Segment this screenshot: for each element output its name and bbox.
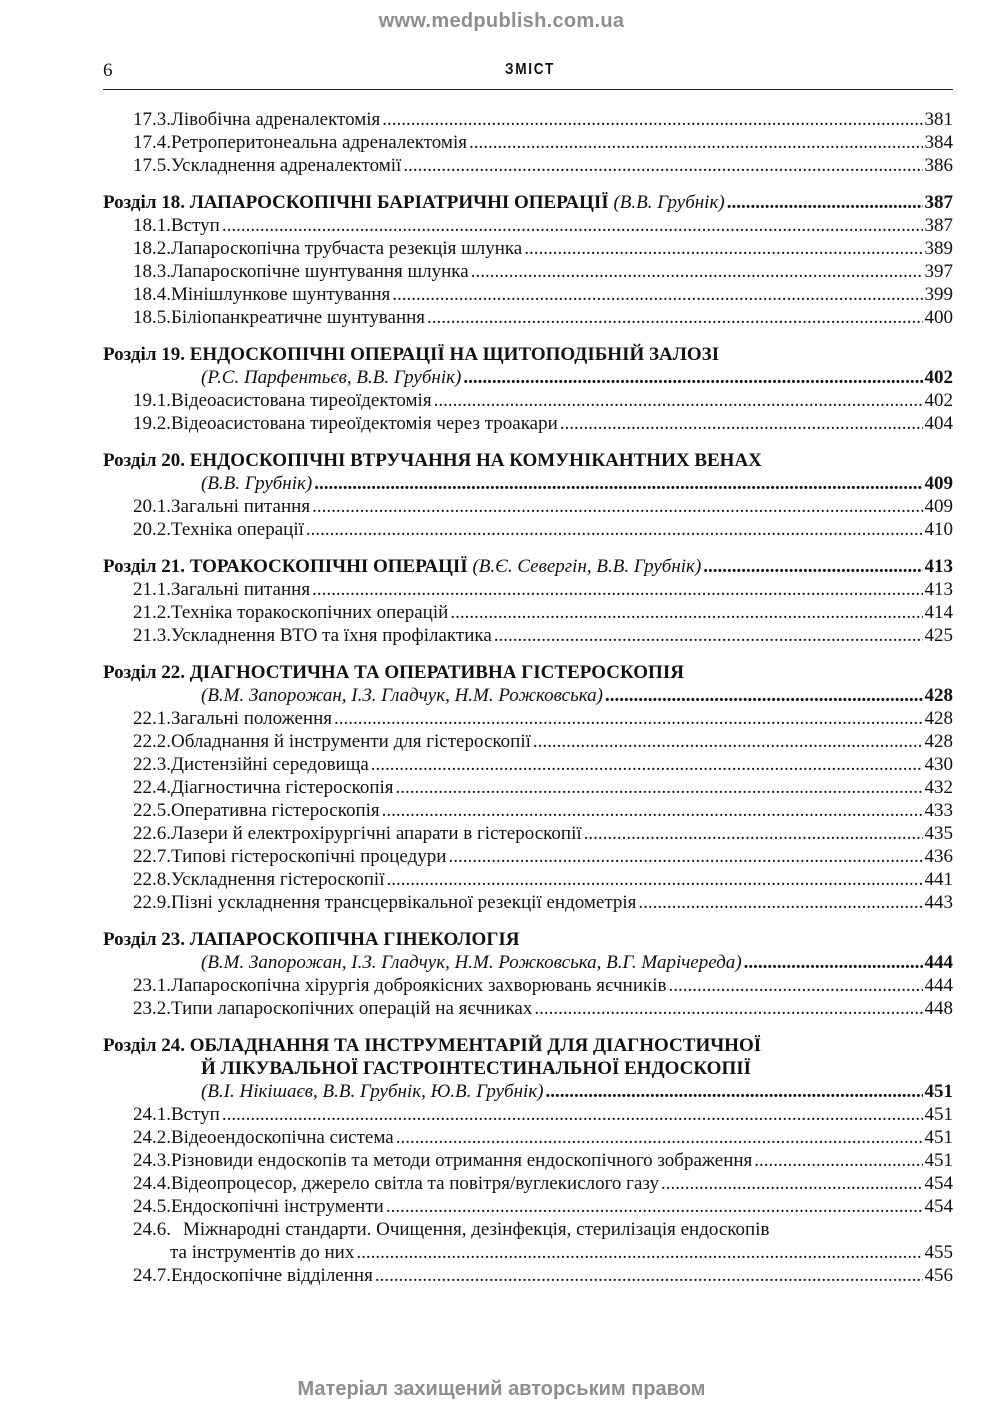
section-label: Розділ 21. xyxy=(103,556,185,577)
section-label: Розділ 24. xyxy=(103,1035,185,1056)
entry-title: Відеоендоскопічна система xyxy=(171,1127,394,1148)
dot-leader xyxy=(375,1264,923,1287)
entry-title: Обладнання й інструменти для гістероскопії xyxy=(171,731,531,752)
entry-title: Типові гістероскопічні процедури xyxy=(171,846,447,867)
toc-entry[interactable] xyxy=(103,1103,953,1126)
entry-title: Міжнародні стандарти. Очищення, дезінфекція, стерилізація ендоскопів xyxy=(183,1219,770,1240)
dot-leader xyxy=(754,1149,922,1172)
section-page: 409 xyxy=(924,473,953,494)
toc-entry[interactable] xyxy=(103,776,953,799)
running-head: ЗМІСТ xyxy=(505,61,555,78)
section-heading-20[interactable] xyxy=(103,449,953,472)
dot-leader xyxy=(396,776,923,799)
entry-title: Діагностична гістероскопія xyxy=(171,777,394,798)
entry-number: 21.3. xyxy=(133,625,171,646)
section-label: Розділ 19. xyxy=(103,344,185,365)
dot-leader xyxy=(392,283,922,306)
entry-number: 22.6. xyxy=(133,823,171,844)
section-title-line2: Й ЛІКУВАЛЬНОЇ ГАСТРОІНТЕСТИНАЛЬНОЇ ЕНДОСКОПІЇ xyxy=(201,1058,752,1079)
entry-title: Ендоскопічне відділення xyxy=(171,1265,373,1286)
section-authors: В.В. Грубнік xyxy=(207,473,306,494)
entry-page: 397 xyxy=(924,261,953,282)
dot-leader xyxy=(356,1241,922,1264)
section-authors: В.М. Запорожан, І.З. Гладчук, Н.М. Рожковська, В.Г. Марічереда xyxy=(207,952,736,973)
toc-entry[interactable] xyxy=(103,753,953,776)
entry-title: Техніка операції xyxy=(171,519,304,540)
toc-entry[interactable] xyxy=(103,868,953,891)
entry-number: 19.2. xyxy=(133,413,171,434)
entry-number: 21.1. xyxy=(133,579,171,600)
entry-page: 389 xyxy=(924,238,953,259)
toc-entry[interactable] xyxy=(103,495,953,518)
dot-leader xyxy=(638,891,922,914)
dot-leader xyxy=(427,306,922,329)
entry-page: 386 xyxy=(924,155,953,176)
dot-leader xyxy=(382,108,922,131)
entry-title: Біліопанкреатичне шунтування xyxy=(171,307,426,328)
entry-number: 18.2. xyxy=(133,238,171,259)
entry-page: 433 xyxy=(924,800,953,821)
entry-title: Різновиди ендоскопів та методи отримання ендоскопічного зображення xyxy=(171,1150,753,1171)
section-label: Розділ 20. xyxy=(103,450,185,471)
entry-title: Ендоскопічні інструменти xyxy=(171,1196,384,1217)
section-heading-22[interactable] xyxy=(103,661,953,684)
entry-title: Дистензійні середовища xyxy=(171,754,369,775)
section-page: 402 xyxy=(924,367,953,388)
toc-entry[interactable] xyxy=(103,154,953,177)
toc-entry[interactable] xyxy=(103,1172,953,1195)
entry-title: Ускладнення гістероскопії xyxy=(171,869,385,890)
entry-number: 24.1. xyxy=(133,1104,171,1125)
entry-number: 24.3. xyxy=(133,1150,171,1171)
dot-leader xyxy=(524,237,922,260)
entry-title: Відеоасистована тиреоїдектомія через троакари xyxy=(171,413,558,434)
dot-leader xyxy=(386,868,922,891)
entry-page: 432 xyxy=(924,777,953,798)
entry-page: 402 xyxy=(924,390,953,411)
entry-title: Лапароскопічна хірургія доброякісних захворювань яєчників xyxy=(171,975,667,996)
section-authors: В.І. Нікішаєв, В.В. Грубнік, Ю.В. Грубнік xyxy=(207,1081,538,1102)
toc-entry[interactable] xyxy=(103,624,953,647)
entry-title-cont: та інструментів до них xyxy=(170,1242,355,1263)
entry-page: 384 xyxy=(924,132,953,153)
section-heading-24[interactable] xyxy=(103,1034,953,1057)
entry-page: 456 xyxy=(924,1265,953,1286)
entry-title: Лапароскопічне шунтування шлунка xyxy=(171,261,469,282)
entry-title: Мінішлункове шунтування xyxy=(171,284,391,305)
dot-leader xyxy=(533,730,923,753)
section-title-cont-24 xyxy=(103,1057,953,1080)
entry-title: Загальні положення xyxy=(171,708,332,729)
toc-entry[interactable] xyxy=(103,578,953,601)
entry-title: Загальні питання xyxy=(171,496,311,517)
entry-page: 441 xyxy=(924,869,953,890)
entry-title: Типи лапароскопічних операцій на яєчниках xyxy=(171,998,533,1019)
copyright-watermark: Матеріал захищений авторським правом xyxy=(297,1378,706,1400)
dot-leader xyxy=(434,389,923,412)
entry-page: 409 xyxy=(924,496,953,517)
dot-leader xyxy=(560,412,923,435)
toc-entry[interactable] xyxy=(103,1195,953,1218)
dot-leader xyxy=(494,624,923,647)
dot-leader xyxy=(727,191,923,214)
section-authors-line-22: (В.М. Запорожан, І.З. Гладчук, Н.М. Рожковська) ..... 428 xyxy=(103,684,953,707)
entry-number: 23.2. xyxy=(133,998,171,1019)
section-heading-19[interactable] xyxy=(103,343,953,366)
entry-title: Оперативна гістероскопія xyxy=(171,800,380,821)
section-title: ЕНДОСКОПІЧНІ ОПЕРАЦІЇ НА ЩИТОПОДІБНІЙ ЗАЛОЗІ xyxy=(189,344,720,365)
entry-number: 24.7. xyxy=(133,1265,171,1286)
entry-title: Пізні ускладнення трансцервікальної резекції ендометрія xyxy=(171,892,637,913)
section-label: Розділ 22. xyxy=(103,662,185,683)
section-title: ТОРАКОСКОПІЧНІ ОПЕРАЦІЇ xyxy=(189,556,468,577)
dot-leader xyxy=(312,578,922,601)
toc-entry[interactable] xyxy=(103,412,953,435)
toc-entry[interactable] xyxy=(103,601,953,624)
dot-leader xyxy=(403,154,922,177)
dot-leader xyxy=(546,1080,923,1103)
dot-leader xyxy=(463,366,922,389)
entry-title: Ускладнення адреналектомії xyxy=(171,155,402,176)
entry-title: Вступ xyxy=(171,215,220,236)
dot-leader xyxy=(386,1195,923,1218)
toc-entry[interactable] xyxy=(103,891,953,914)
page-number: 6 xyxy=(103,60,113,81)
entry-number: 18.3. xyxy=(133,261,171,282)
toc-entry[interactable] xyxy=(103,974,953,997)
entry-title: Лівобічна адреналектомія xyxy=(171,109,381,130)
dot-leader xyxy=(534,997,922,1020)
entry-page: 381 xyxy=(924,109,953,130)
header-rule xyxy=(103,89,953,90)
section-authors: В.Є. Севергін, В.В. Грубнік xyxy=(478,556,695,577)
entry-number: 17.4. xyxy=(133,132,171,153)
entry-number: 22.7. xyxy=(133,846,171,867)
section-heading-23[interactable] xyxy=(103,928,953,951)
entry-page: 400 xyxy=(924,307,953,328)
toc-entry[interactable] xyxy=(103,730,953,753)
entry-title: Техніка торакоскопічних операцій xyxy=(171,602,449,623)
entry-number: 18.4. xyxy=(133,284,171,305)
entry-number: 17.3. xyxy=(133,109,171,130)
toc-entry[interactable] xyxy=(103,799,953,822)
entry-page: 435 xyxy=(924,823,953,844)
toc-entry[interactable] xyxy=(103,283,953,306)
entry-number: 24.2. xyxy=(133,1127,171,1148)
entry-number: 23.1. xyxy=(133,975,171,996)
section-authors-line-19: (Р.С. Парфентьєв, В.В. Грубнік) ..... 402 xyxy=(103,366,953,389)
dot-leader xyxy=(448,845,922,868)
entry-page: 399 xyxy=(924,284,953,305)
dot-leader xyxy=(661,1172,922,1195)
entry-page: 430 xyxy=(924,754,953,775)
section-page: 387 xyxy=(924,192,953,213)
entry-page: 444 xyxy=(924,975,953,996)
entry-number: 22.3. xyxy=(133,754,171,775)
dot-leader xyxy=(371,753,923,776)
toc-entry[interactable] xyxy=(103,237,953,260)
section-title: ЛАПАРОСКОПІЧНА ГІНЕКОЛОГІЯ xyxy=(189,929,520,950)
section-page: 444 xyxy=(924,952,953,973)
toc-entry[interactable] xyxy=(103,997,953,1020)
toc-entry[interactable] xyxy=(103,1126,953,1149)
entry-page: 448 xyxy=(924,998,953,1019)
dot-leader xyxy=(306,518,923,541)
entry-page: 428 xyxy=(924,708,953,729)
section-authors-line-20: (В.В. Грубнік) ..... 409 xyxy=(103,472,953,495)
entry-page: 443 xyxy=(924,892,953,913)
entry-number: 17.5. xyxy=(133,155,171,176)
entry-title: Відеоасистована тиреоїдектомія xyxy=(171,390,432,411)
entry-page: 387 xyxy=(924,215,953,236)
toc-entry[interactable] xyxy=(103,389,953,412)
entry-title: Ускладнення ВТО та їхня профілактика xyxy=(171,625,492,646)
section-title: ЛАПАРОСКОПІЧНІ БАРІАТРИЧНІ ОПЕРАЦІЇ xyxy=(189,192,609,213)
entry-number: 22.8. xyxy=(133,869,171,890)
entry-title: Загальні питання xyxy=(171,579,311,600)
entry-number: 24.5. xyxy=(133,1196,171,1217)
toc-entry[interactable] xyxy=(103,214,953,237)
entry-page: 436 xyxy=(924,846,953,867)
entry-page: 451 xyxy=(924,1150,953,1171)
entry-number: 24.4. xyxy=(133,1173,171,1194)
dot-leader xyxy=(669,974,923,997)
entry-title: Лапароскопічна трубчаста резекція шлунка xyxy=(171,238,523,259)
toc-entry[interactable] xyxy=(103,108,953,131)
dot-leader xyxy=(382,799,923,822)
entry-number: 21.2. xyxy=(133,602,171,623)
dot-leader xyxy=(471,260,923,283)
toc-entry[interactable] xyxy=(103,1264,953,1287)
entry-title: Ретроперитонеальна адреналектомія xyxy=(171,132,467,153)
toc-entry[interactable] xyxy=(103,845,953,868)
section-label: Розділ 18. xyxy=(103,192,185,213)
entry-page: 451 xyxy=(924,1104,953,1125)
section-authors: В.В. Грубнік xyxy=(619,192,719,213)
dot-leader xyxy=(312,495,922,518)
toc-entry[interactable] xyxy=(103,1218,953,1241)
dot-leader xyxy=(744,951,923,974)
entry-page: 428 xyxy=(924,731,953,752)
entry-title: Відеопроцесор, джерело світла та повітря/вуглекислого газу xyxy=(171,1173,660,1194)
entry-number: 22.4. xyxy=(133,777,171,798)
dot-leader xyxy=(584,822,923,845)
section-heading-21[interactable]: Розділ 21. ТОРАКОСКОПІЧНІ ОПЕРАЦІЇ (В.Є. Севергін, В.В. Грубнік) ..... 413 xyxy=(103,555,953,578)
entry-number: 22.1. xyxy=(133,708,171,729)
entry-number: 22.2. xyxy=(133,731,171,752)
section-authors-line-23: (В.М. Запорожан, І.З. Гладчук, Н.М. Рожковська, В.Г. Марічереда) ..... 444 xyxy=(103,951,953,974)
entry-page: 454 xyxy=(924,1196,953,1217)
toc-entry-continuation[interactable] xyxy=(103,1241,953,1264)
section-authors: В.М. Запорожан, І.З. Гладчук, Н.М. Рожковська xyxy=(207,685,597,706)
entry-page: 455 xyxy=(924,1242,953,1263)
entry-page: 404 xyxy=(924,413,953,434)
entry-page: 413 xyxy=(924,579,953,600)
entry-title: Вступ xyxy=(171,1104,220,1125)
entry-page: 425 xyxy=(924,625,953,646)
section-heading-18[interactable]: Розділ 18. ЛАПАРОСКОПІЧНІ БАРІАТРИЧНІ ОПЕРАЦІЇ (В.В. Грубнік) ..... 387 xyxy=(103,191,953,214)
entry-number: 22.5. xyxy=(133,800,171,821)
toc-entry[interactable] xyxy=(103,822,953,845)
entry-page: 414 xyxy=(924,602,953,623)
dot-leader xyxy=(605,684,923,707)
entry-number: 20.2. xyxy=(133,519,171,540)
entry-number: 24.6. xyxy=(133,1219,171,1240)
site-url-watermark: www.medpublish.com.ua xyxy=(378,10,625,32)
section-page: 413 xyxy=(924,556,953,577)
table-of-contents xyxy=(103,108,953,1287)
toc-entry[interactable] xyxy=(103,518,953,541)
toc-entry[interactable] xyxy=(103,131,953,154)
section-label: Розділ 23. xyxy=(103,929,185,950)
section-authors: Р.С. Парфентьєв, В.В. Грубнік xyxy=(207,367,455,388)
dot-leader xyxy=(222,214,923,237)
toc-entry[interactable] xyxy=(103,260,953,283)
entry-number: 18.5. xyxy=(133,307,171,328)
entry-number: 20.1. xyxy=(133,496,171,517)
section-title: ЕНДОСКОПІЧНІ ВТРУЧАННЯ НА КОМУНІКАНТНИХ ВЕНАХ xyxy=(189,450,762,471)
section-title: ДІАГНОСТИЧНА ТА ОПЕРАТИВНА ГІСТЕРОСКОПІЯ xyxy=(189,662,684,683)
section-authors-line-24: (В.І. Нікішаєв, В.В. Грубнік, Ю.В. Грубнік) ..... 451 xyxy=(103,1080,953,1103)
section-page: 428 xyxy=(924,685,953,706)
section-title-line1: ОБЛАДНАННЯ ТА ІНСТРУМЕНТАРІЙ ДЛЯ ДІАГНОСТИЧНОЇ xyxy=(189,1035,762,1056)
dot-leader xyxy=(396,1126,923,1149)
entry-title: Лазери й електрохірургічні апарати в гістероскопії xyxy=(171,823,582,844)
dot-leader xyxy=(703,555,922,578)
dot-leader xyxy=(334,707,923,730)
toc-entry[interactable] xyxy=(103,1149,953,1172)
entry-page: 454 xyxy=(924,1173,953,1194)
dot-leader xyxy=(450,601,922,624)
dot-leader xyxy=(222,1103,923,1126)
entry-number: 19.1. xyxy=(133,390,171,411)
entry-number: 22.9. xyxy=(133,892,171,913)
toc-entry[interactable] xyxy=(103,306,953,329)
dot-leader xyxy=(469,131,923,154)
dot-leader xyxy=(314,472,922,495)
toc-entry[interactable] xyxy=(103,707,953,730)
section-page: 451 xyxy=(924,1081,953,1102)
entry-number: 18.1. xyxy=(133,215,171,236)
entry-page: 410 xyxy=(924,519,953,540)
entry-page: 451 xyxy=(924,1127,953,1148)
